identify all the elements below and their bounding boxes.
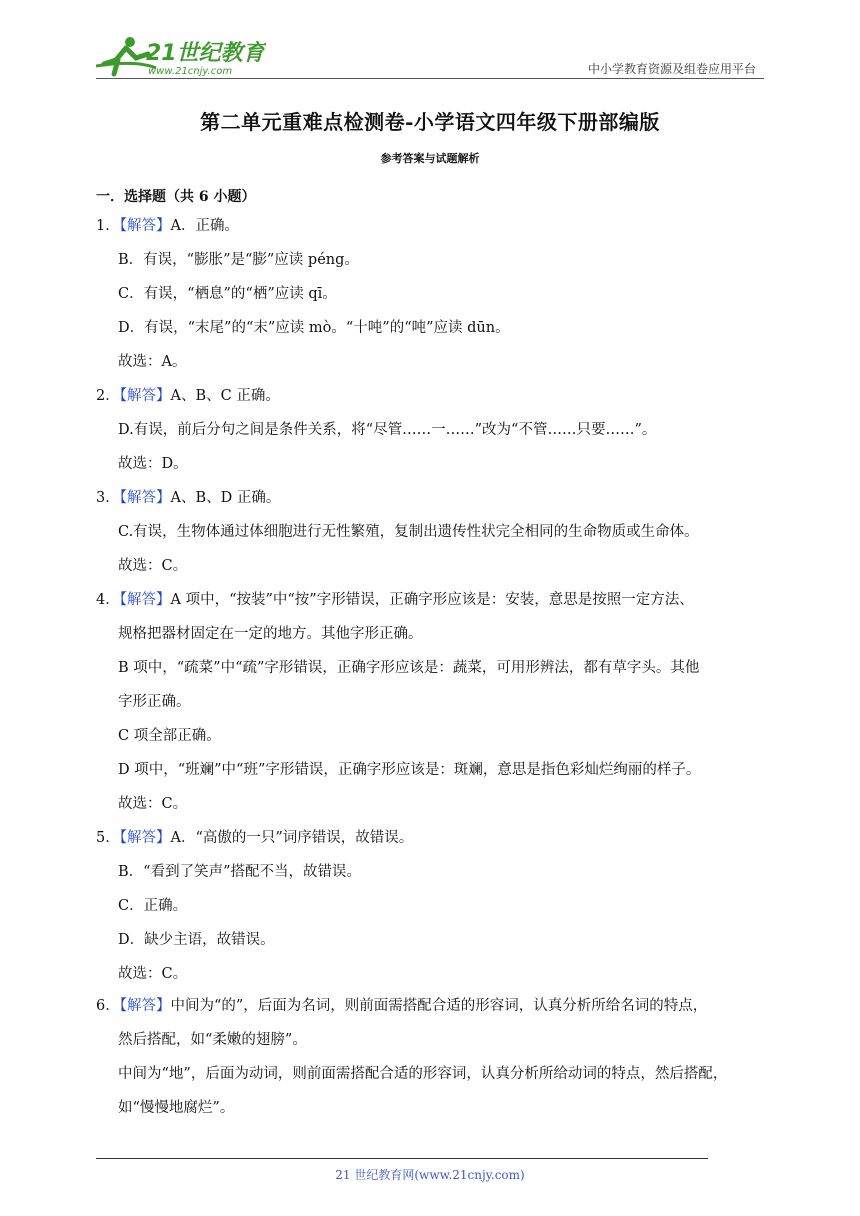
- answer-text: A．“高傲的一只”词序错误，故错误。: [170, 830, 414, 846]
- answer-text: A、B、C 正确。: [170, 388, 280, 404]
- question-number: 4．: [96, 592, 120, 608]
- answer-line: 故选：D。: [118, 456, 188, 472]
- page-subtitle: 参考答案与试题解析: [380, 152, 480, 165]
- answer-tag: 【解答】: [119, 218, 171, 234]
- question-number: 6．: [96, 998, 120, 1014]
- site-logo: [96, 34, 266, 80]
- answer-tag: 【解答】: [119, 830, 171, 846]
- answer-line: D 项中，“班斓”中“班”字形错误，正确字形应该是：斑斓，意思是指色彩灿烂绚丽的样子。: [118, 762, 701, 778]
- answer-line: 规格把器材固定在一定的地方。其他字形正确。: [118, 626, 423, 642]
- answer-text: A．正确。: [170, 218, 239, 234]
- answer-text: A、B、D 正确。: [170, 490, 281, 506]
- page-footer: 21 世纪教育网(www.21cnjy.com): [335, 1168, 525, 1182]
- answer-line: D.有误，前后分句之间是条件关系，将“尽管……一……”改为“不管……只要……”。: [118, 422, 657, 438]
- answer-line: D．有误，“末尾”的“末”应读 mò。“十吨”的“吨”应读 dūn。: [118, 320, 510, 336]
- platform-name: 中小学教育资源及组卷应用平台: [587, 62, 756, 76]
- answer-tag: 【解答】: [119, 490, 171, 506]
- answer-line: 然后搭配，如“柔嫩的翅膀”。: [118, 1032, 307, 1048]
- answer-line: B 项中，“疏菜”中“疏”字形错误，正确字形应该是：蔬菜，可用形辨法，都有草字头。其他: [118, 660, 700, 676]
- logo-text: 21世纪教育: [146, 41, 265, 66]
- question-number: 1．: [96, 218, 120, 234]
- answer-tag: 【解答】: [119, 592, 171, 608]
- answer-text: 中间为“的”，后面为名词，则前面需搭配合适的形容词，认真分析所给名词的特点，: [170, 998, 708, 1014]
- answer-tag: 【解答】: [119, 388, 171, 404]
- answer-line: 故选：A。: [118, 354, 187, 370]
- question-number: 3．: [96, 490, 120, 506]
- answer-line: 故选：C。: [118, 796, 188, 812]
- question-number: 2．: [96, 388, 120, 404]
- question-number: 5．: [96, 830, 120, 846]
- footer-divider: [96, 1158, 708, 1159]
- answer-line: 如“慢慢地腐烂”。: [118, 1100, 235, 1116]
- question-4-answer: [96, 590, 694, 610]
- answer-line: 故选：C。: [118, 558, 188, 574]
- answer-text: A 项中，“按装”中“按”字形错误，正确字形应该是：安装，意思是按照一定方法、: [170, 592, 694, 608]
- question-2-answer: [96, 386, 280, 406]
- answer-line: C.有误，生物体通过体细胞进行无性繁殖，复制出遗传性状完全相同的生命物质或生命体。: [118, 524, 699, 540]
- question-3-answer: [96, 488, 280, 508]
- question-6-answer: [96, 996, 707, 1016]
- header-divider: [96, 78, 764, 79]
- answer-line: D．缺少主语，故错误。: [118, 932, 275, 948]
- answer-line: C．有误，“栖息”的“栖”应读 qī。: [118, 286, 337, 302]
- page-header: [0, 0, 860, 82]
- answer-line: 字形正确。: [118, 694, 191, 710]
- question-1-answer: [96, 216, 239, 236]
- answer-tag: 【解答】: [119, 998, 171, 1014]
- answer-line: 中间为“地”，后面为动词，则前面需搭配合适的形容词，认真分析所给动词的特点，然后搭配，: [118, 1066, 728, 1082]
- answer-line: B．有误，“膨胀”是“膨”应读 péng。: [118, 252, 359, 268]
- answer-line: C 项全部正确。: [118, 728, 221, 744]
- logo-url: www.21cnjy.com: [148, 66, 233, 77]
- question-5-answer: [96, 828, 413, 848]
- answer-line: C．正确。: [118, 898, 188, 914]
- page-title: 第二单元重难点检测卷-小学语文四年级下册部编版: [200, 110, 660, 134]
- answer-line: 故选：C。: [118, 966, 188, 982]
- section-heading: 一．选择题（共 6 小题）: [96, 189, 256, 205]
- answer-line: B．“看到了笑声”搭配不当，故错误。: [118, 864, 361, 880]
